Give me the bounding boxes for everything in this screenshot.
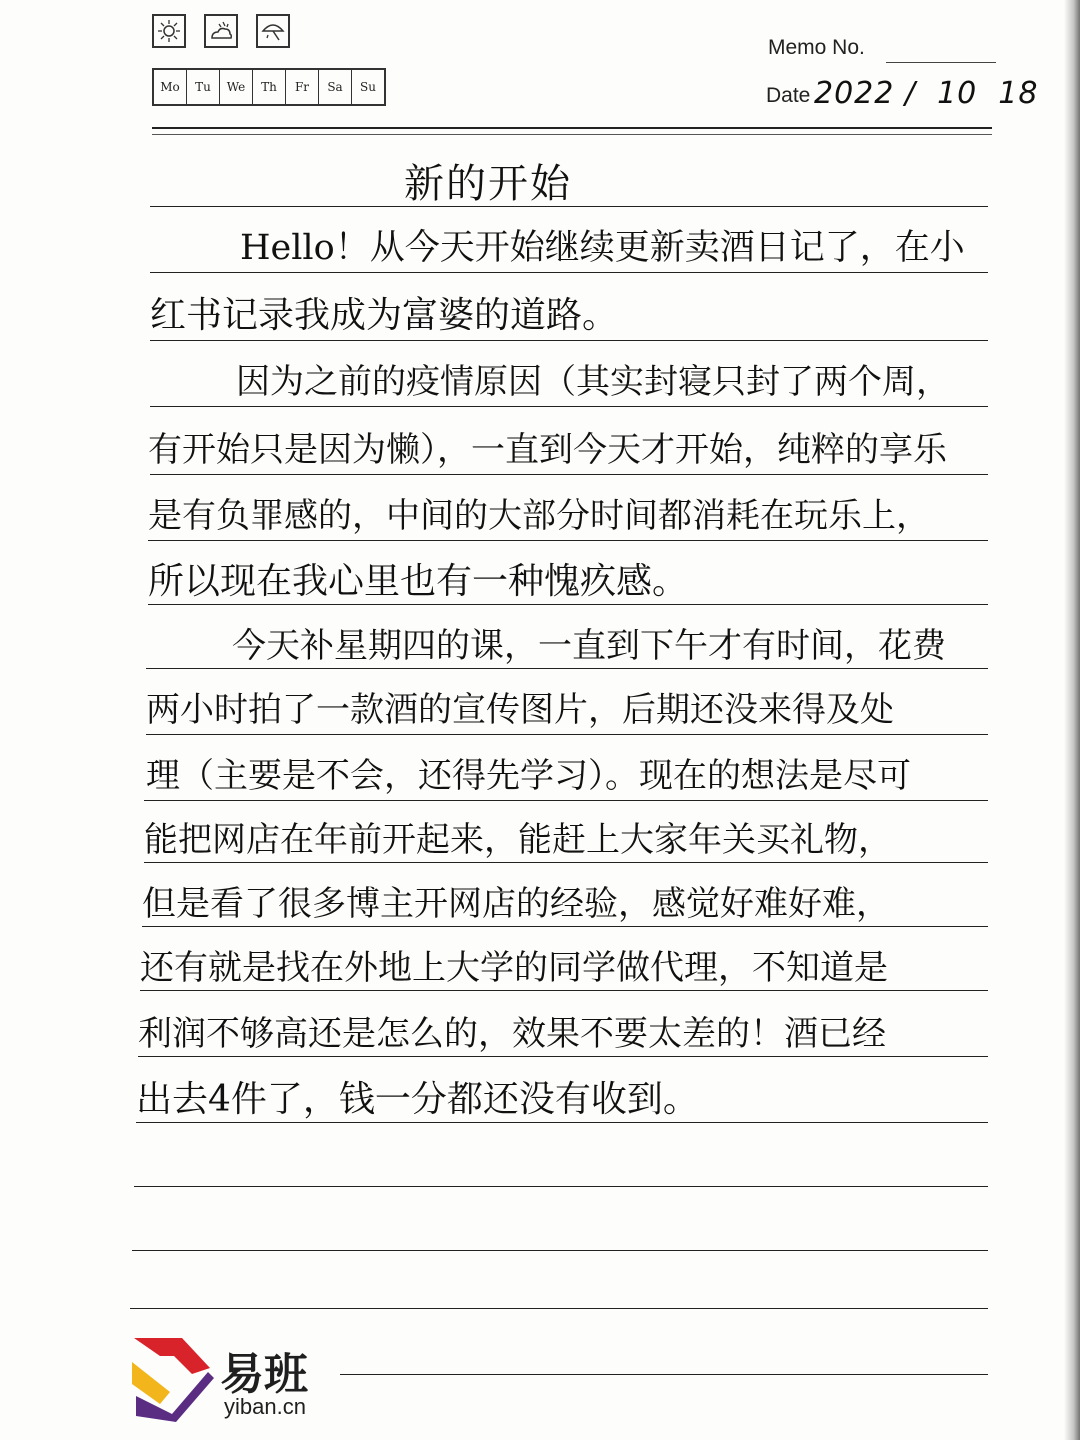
- memo-number-line: [886, 62, 996, 63]
- entry-line: 所以现在我心里也有一种愧疚感。: [148, 561, 689, 602]
- ruled-line: [340, 1374, 988, 1375]
- entry-line: 今天补星期四的课，一直到下午才有时间，花费: [232, 626, 946, 666]
- ruled-line: [134, 1186, 988, 1187]
- weekday-th: Th: [253, 70, 286, 104]
- entry-line: 理（主要是不会，还得先学习）。现在的想法是尽可: [146, 756, 911, 796]
- weekday-sa: Sa: [319, 70, 352, 104]
- yiban-brand-text: 易班: [220, 1349, 308, 1400]
- ruled-line: [150, 340, 988, 341]
- entry-title: 新的开始: [404, 161, 572, 207]
- yiban-url-text: yiban.cn: [224, 1394, 306, 1419]
- memo-number-label: Memo No.: [768, 36, 865, 59]
- weekday-fr: Fr: [286, 70, 319, 104]
- yiban-logo-icon: [130, 1334, 216, 1424]
- ruled-line: [150, 272, 988, 273]
- ruled-line: [148, 540, 988, 541]
- entry-line: 是有负罪感的，中间的大部分时间都消耗在玩乐上，: [148, 496, 930, 536]
- entry-line: 红书记录我成为富婆的道路。: [150, 295, 619, 336]
- ruled-line: [142, 926, 988, 927]
- entry-line: 因为之前的疫情原因（其实封寝只封了两个周，: [236, 362, 950, 402]
- weekday-we: We: [220, 70, 253, 104]
- entry-line: 出去4件了，钱一分都还没有收到。: [136, 1079, 699, 1120]
- ruled-line: [130, 1308, 988, 1309]
- entry-line: 还有就是找在外地上大学的同学做代理，不知道是: [140, 948, 888, 988]
- ruled-line: [150, 474, 988, 475]
- entry-line: 但是看了很多博主开网店的经验，感觉好难好难，: [142, 884, 890, 924]
- entry-line: Hello！从今天开始继续更新卖酒日记了，在小: [240, 228, 965, 268]
- ruled-line: [138, 1056, 988, 1057]
- ruled-line: [146, 734, 988, 735]
- ruled-line: [144, 862, 988, 863]
- yiban-watermark: [130, 1334, 370, 1430]
- ruled-line: [132, 1250, 988, 1251]
- partly-cloudy-icon: [204, 14, 238, 48]
- ruled-line: [136, 1122, 988, 1123]
- header-divider-thin: [152, 134, 992, 135]
- weekday-mo: Mo: [154, 70, 187, 104]
- ruled-line: [148, 604, 988, 605]
- entry-line: 利润不够高还是怎么的，效果不要太差的！酒已经: [138, 1014, 886, 1054]
- sun-icon: [152, 14, 186, 48]
- umbrella-icon: [256, 14, 290, 48]
- ruled-line: [146, 668, 988, 669]
- ruled-line: [140, 990, 988, 991]
- date-label: Date: [766, 84, 811, 107]
- weekday-boxes: [152, 68, 386, 106]
- ruled-line: [150, 206, 988, 207]
- date-value: 2022 / 10 18: [814, 76, 1039, 111]
- entry-line: 两小时拍了一款酒的宣传图片，后期还没来得及处: [146, 690, 894, 730]
- ruled-line: [144, 800, 988, 801]
- header-divider: [152, 127, 992, 129]
- entry-line: 能把网店在年前开起来，能赶上大家年关买礼物，: [144, 820, 892, 860]
- weather-icon-row: [152, 14, 290, 48]
- weekday-su: Su: [360, 80, 376, 94]
- ruled-line: [150, 406, 988, 407]
- entry-line: 有开始只是因为懒），一直到今天才开始，纯粹的享乐: [148, 430, 947, 470]
- weekday-tu: Tu: [187, 70, 220, 104]
